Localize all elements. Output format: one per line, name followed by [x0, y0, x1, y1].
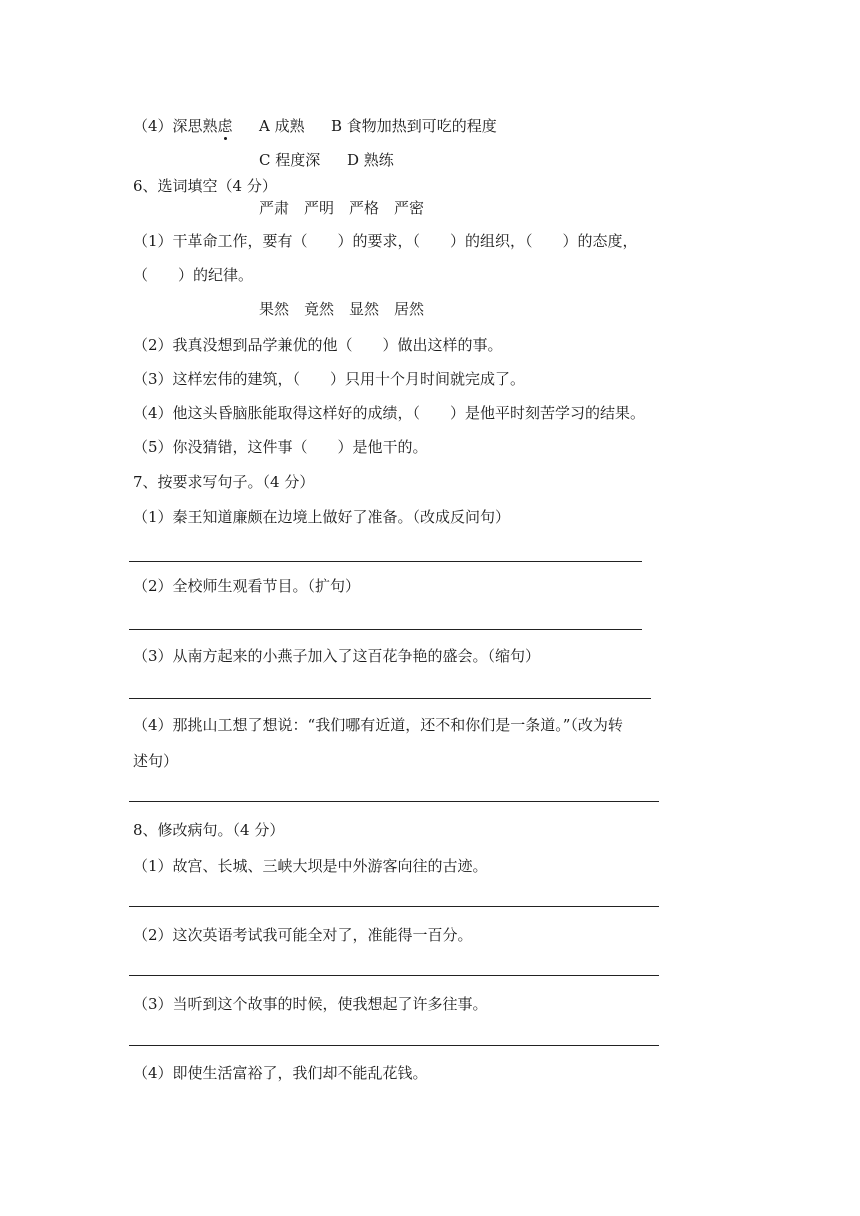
q8-item2: （2）这次英语考试我可能全对了，准能得一百分。 — [133, 926, 473, 944]
q8-item3-answer-line[interactable] — [129, 1045, 659, 1046]
q6-item1-line1: （1）干革命工作，要有（ ）的要求，（ ）的组织，（ ）的态度， — [133, 232, 638, 250]
q5-item4-prefix: （4）深思熟 — [133, 117, 218, 135]
q6-heading: 6、选词填空（4 分） — [133, 177, 277, 195]
q7-heading: 7、按要求写句子。（4 分） — [133, 473, 315, 491]
q5-option-b: B 食物加热到可吃的程度 — [331, 117, 497, 135]
q6-word-bank-2: 果然 竟然 显然 居然 — [259, 300, 425, 318]
q5-option-d: D 熟练 — [347, 151, 394, 169]
q8-item2-answer-line[interactable] — [129, 975, 659, 976]
q8-item3: （3）当听到这个故事的时候，使我想起了许多往事。 — [133, 995, 488, 1013]
q5-option-c: C 程度深 — [259, 151, 321, 169]
q5-item4-line — [133, 116, 233, 136]
q7-item4-line2: 述句） — [133, 752, 179, 770]
q6-word-bank-1: 严肃 严明 严格 严密 — [259, 199, 425, 217]
q8-item1: （1）故宫、长城、三峡大坝是中外游客向往的古迹。 — [133, 857, 488, 875]
q8-heading: 8、修改病句。（4 分） — [133, 821, 285, 839]
q7-item4-answer-line[interactable] — [129, 801, 659, 802]
q8-item4: （4）即使生活富裕了，我们却不能乱花钱。 — [133, 1064, 428, 1082]
q7-item2-answer-line[interactable] — [129, 629, 642, 630]
q7-item3: （3）从南方起来的小燕子加入了这百花争艳的盛会。（缩句） — [133, 647, 541, 665]
q8-item1-answer-line[interactable] — [129, 906, 659, 907]
q7-item4-line1: （4）那挑山工想了想说：“我们哪有近道，还不和你们是一条道。”（改为转 — [133, 716, 623, 734]
q5-item4-dotted-char: 虑 — [217, 117, 233, 135]
q6-item4: （4）他这头昏脑胀能取得这样好的成绩，（ ）是他平时刻苦学习的结果。 — [133, 404, 646, 422]
q7-item2: （2）全校师生观看节目。（扩句） — [133, 577, 361, 595]
q6-item5: （5）你没猜错，这件事（ ）是他干的。 — [133, 438, 428, 456]
q7-item1: （1）秦王知道廉颇在边境上做好了准备。（改成反问句） — [133, 508, 511, 526]
q7-item3-answer-line[interactable] — [129, 698, 651, 699]
q5-option-a: A 成熟 — [259, 117, 305, 135]
q6-item2: （2）我真没想到品学兼优的他（ ）做出这样的事。 — [133, 336, 503, 354]
q7-item1-answer-line[interactable] — [129, 561, 642, 562]
q6-item3: （3）这样宏伟的建筑，（ ）只用十个月时间就完成了。 — [133, 370, 526, 388]
q6-item1-line2: （ ）的纪律。 — [133, 266, 254, 284]
